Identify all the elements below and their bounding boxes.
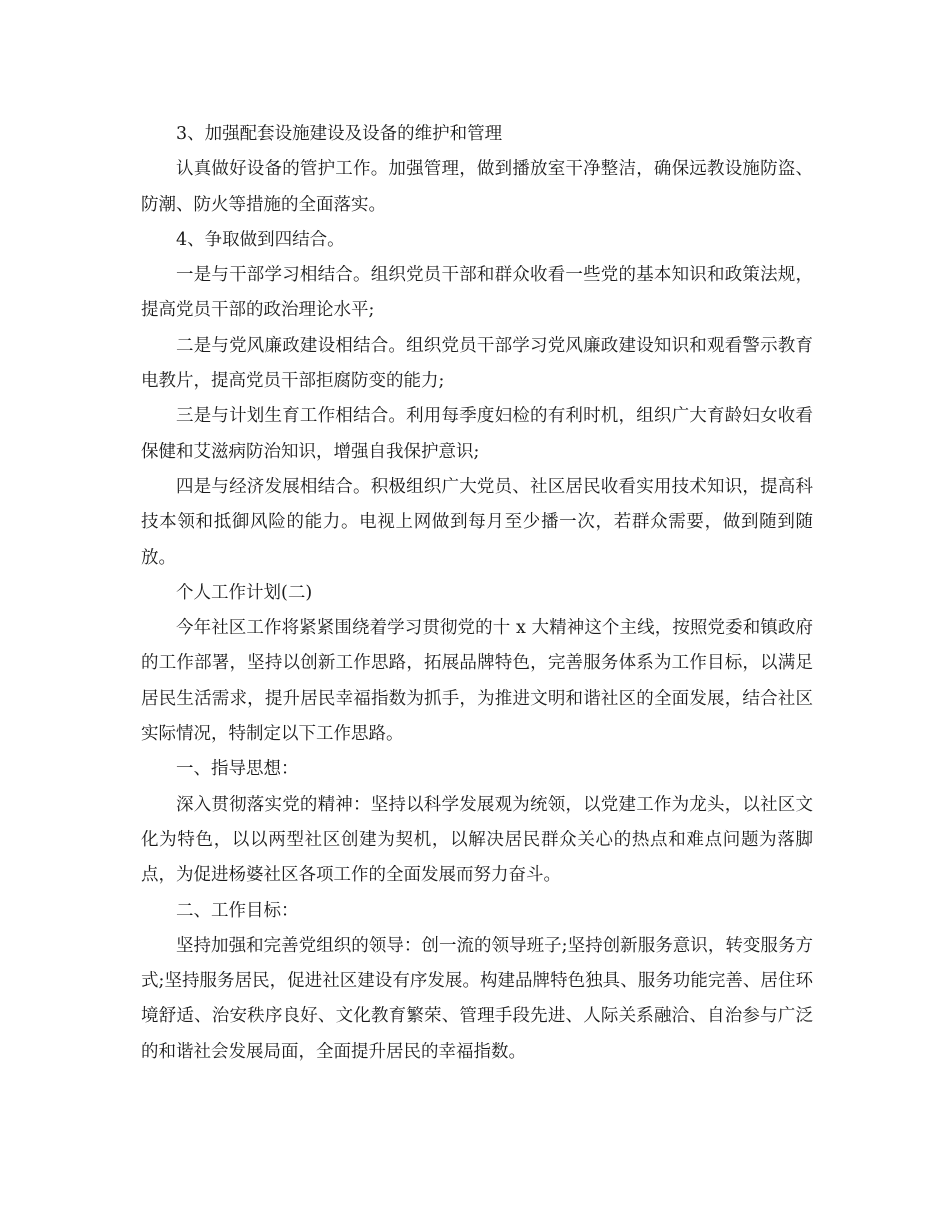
heading-guiding-ideology: 一、指导思想： — [176, 759, 299, 780]
paragraph-guiding-ideology: 深入贯彻落实党的精神：坚持以科学发展观为统领，以党建工作为龙头，以社区文化为特色，以以两型社区创建为契机，以解决居民群众关心的热点和难点问题为落脚点，为促进杨婆社区各项工作的全面发展而努力奋斗。 — [141, 794, 813, 886]
paragraph-equipment-maintenance: 认真做好设备的管护工作。加强管理，做到播放室干净整洁，确保远教设施防盗、防潮、防火等措施的全面落实。 — [141, 159, 813, 215]
paragraph-family-planning: 三是与计划生育工作相结合。利用每季度妇检的有利时机，组织广大育龄妇女收看保健和艾滋病防治知识，增强自我保护意识; — [141, 406, 813, 462]
section-title-plan-two: 个人工作计划(二) — [176, 582, 313, 603]
paragraph-economic-development: 四是与经济发展相结合。积极组织广大党员、社区居民收看实用技术知识，提高科技本领和抵御风险的能力。电视上网做到每月至少播一次，若群众需要，做到随到随放。 — [141, 476, 813, 568]
heading-item-3: 3、加强配套设施建设及设备的维护和管理 — [176, 124, 503, 144]
paragraph-work-goals: 坚持加强和完善党组织的领导：创一流的领导班子;坚持创新服务意识，转变服务方式;坚持服务居民，促进社区建设有序发展。构建品牌特色独具、服务功能完善、居住环境舒适、治安秩序良好、文化教育繁荣、管理手段先进、人际关系融洽、自治参与广泛的和谐社会发展局面，全面提升居民的幸福指数。 — [141, 935, 813, 1062]
paragraph-clean-government: 二是与党风廉政建设相结合。组织党员干部学习党风廉政建设知识和观看警示教育电教片，提高党员干部拒腐防变的能力; — [141, 335, 813, 392]
paragraph-cadre-study: 一是与干部学习相结合。组织党员干部和群众收看一些党的基本知识和政策法规，提高党员干部的政治理论水平; — [141, 265, 813, 321]
heading-work-goals: 二、工作目标： — [176, 900, 299, 921]
document-body — [141, 117, 813, 1070]
paragraph-community-work-intro: 今年社区工作将紧紧围绕着学习贯彻党的十 x 大精神这个主线，按照党委和镇政府的工作部署，坚持以创新工作思路，拓展品牌特色，完善服务体系为工作目标，以满足居民生活需求，提升居民幸福指数为抓手，为推进文明和谐社区的全面发展，结合社区实际情况，特制定以下工作思路。 — [141, 618, 813, 745]
heading-item-4: 4、争取做到四结合。 — [176, 229, 345, 250]
